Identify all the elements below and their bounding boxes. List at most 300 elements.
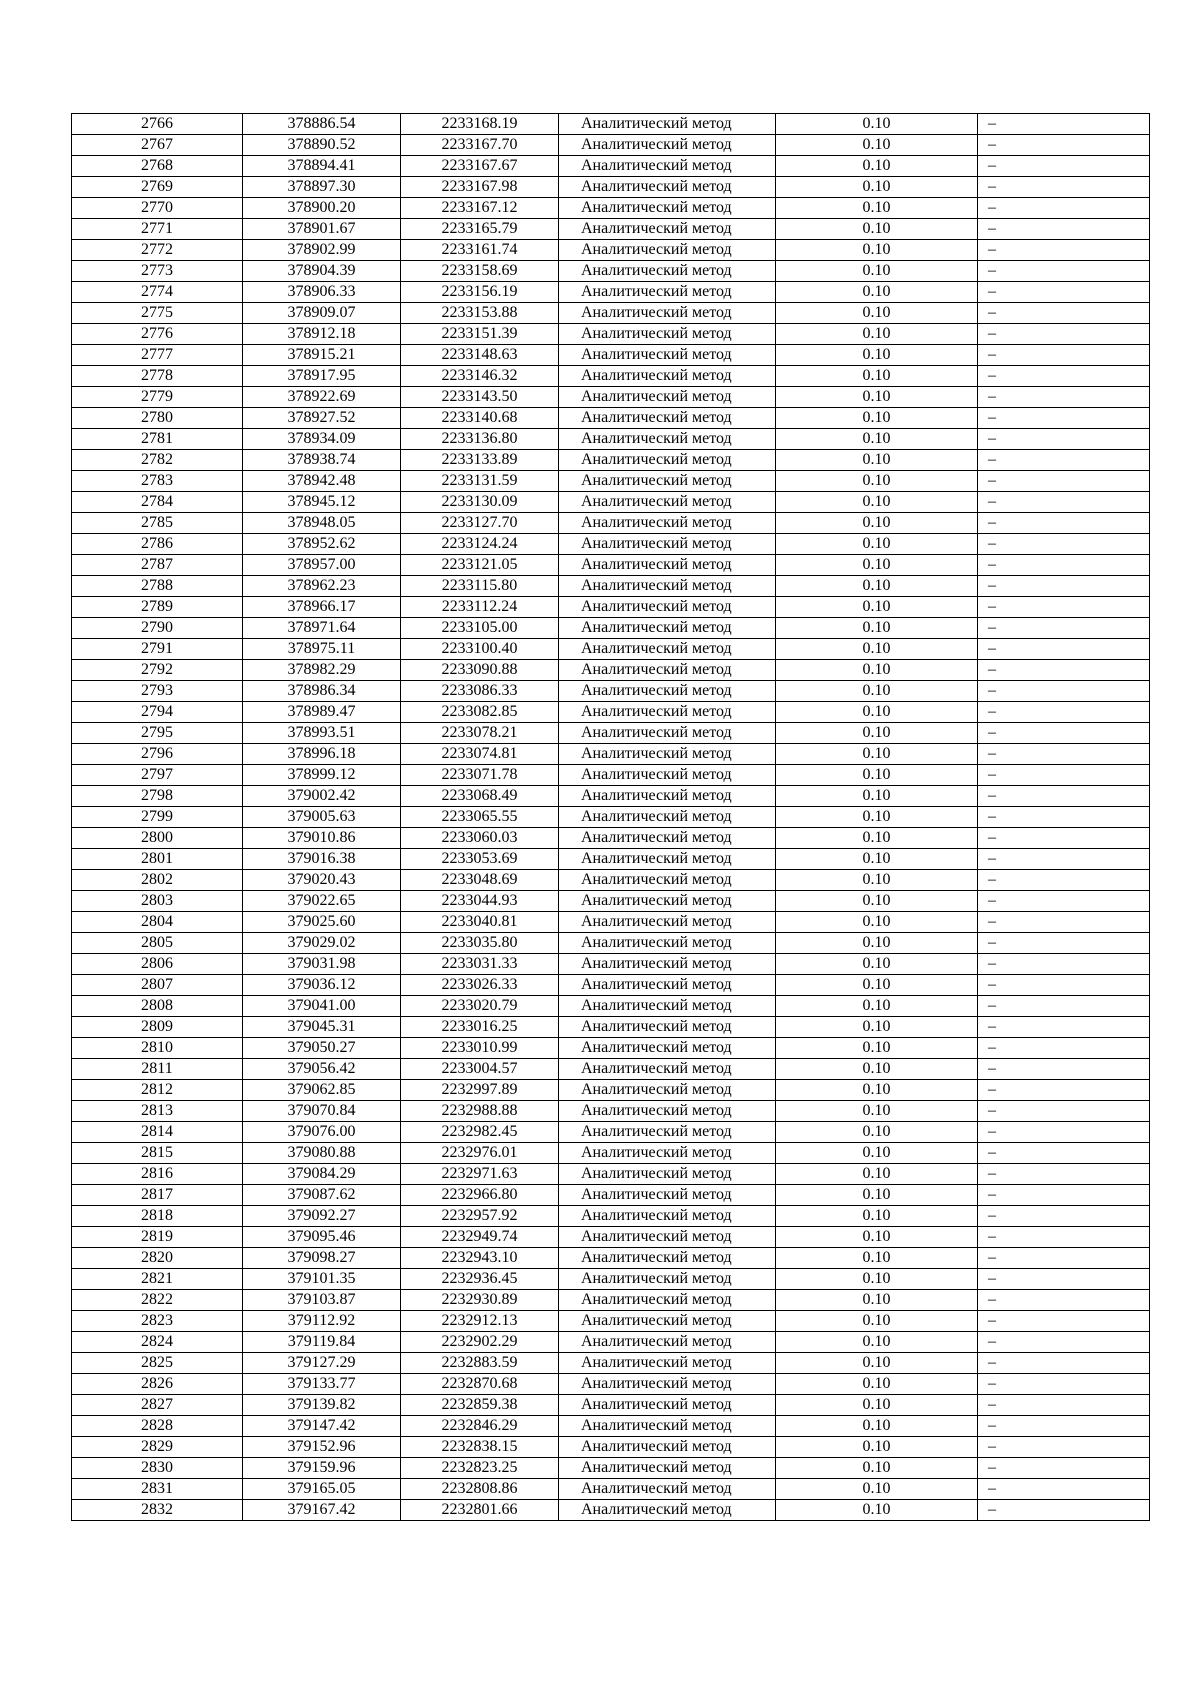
table-row [72,1269,1150,1290]
accuracy-cell: 0.10 [776,1038,978,1059]
x-coordinate-cell: 378957.00 [243,555,401,576]
x-coordinate-cell: 378989.47 [243,702,401,723]
table-row [72,177,1150,198]
table-row [72,450,1150,471]
method-cell: Аналитический метод [559,702,776,723]
y-coordinate-cell: 2233020.79 [401,996,559,1017]
point-number-cell: 2771 [72,219,243,240]
note-cell: – [978,1122,1150,1143]
y-coordinate-cell: 2233090.88 [401,660,559,681]
x-coordinate-cell: 378948.05 [243,513,401,534]
method-cell: Аналитический метод [559,1395,776,1416]
x-coordinate-cell: 379041.00 [243,996,401,1017]
point-number-cell: 2782 [72,450,243,471]
note-cell: – [978,429,1150,450]
method-cell: Аналитический метод [559,849,776,870]
y-coordinate-cell: 2232859.38 [401,1395,559,1416]
y-coordinate-cell: 2232988.88 [401,1101,559,1122]
method-cell: Аналитический метод [559,471,776,492]
accuracy-cell: 0.10 [776,555,978,576]
x-coordinate-cell: 378942.48 [243,471,401,492]
note-cell: – [978,891,1150,912]
x-coordinate-cell: 379045.31 [243,1017,401,1038]
point-number-cell: 2788 [72,576,243,597]
table-row [72,786,1150,807]
note-cell: – [978,1227,1150,1248]
table-row [72,660,1150,681]
table-row [72,1458,1150,1479]
accuracy-cell: 0.10 [776,1101,978,1122]
table-row [72,534,1150,555]
table-row [72,1080,1150,1101]
table-row [72,1395,1150,1416]
method-cell: Аналитический метод [559,1038,776,1059]
accuracy-cell: 0.10 [776,1416,978,1437]
note-cell: – [978,1374,1150,1395]
table-row [72,303,1150,324]
note-cell: – [978,240,1150,261]
note-cell: – [978,1353,1150,1374]
x-coordinate-cell: 379016.38 [243,849,401,870]
accuracy-cell: 0.10 [776,240,978,261]
note-cell: – [978,1416,1150,1437]
table-row [72,324,1150,345]
method-cell: Аналитический метод [559,1353,776,1374]
point-number-cell: 2812 [72,1080,243,1101]
point-number-cell: 2778 [72,366,243,387]
method-cell: Аналитический метод [559,282,776,303]
method-cell: Аналитический метод [559,450,776,471]
note-cell: – [978,1080,1150,1101]
point-number-cell: 2806 [72,954,243,975]
method-cell: Аналитический метод [559,156,776,177]
method-cell: Аналитический метод [559,492,776,513]
y-coordinate-cell: 2233167.12 [401,198,559,219]
table-row [72,1101,1150,1122]
point-number-cell: 2808 [72,996,243,1017]
method-cell: Аналитический метод [559,1269,776,1290]
note-cell: – [978,492,1150,513]
accuracy-cell: 0.10 [776,114,978,135]
method-cell: Аналитический метод [559,996,776,1017]
accuracy-cell: 0.10 [776,975,978,996]
y-coordinate-cell: 2233071.78 [401,765,559,786]
point-number-cell: 2779 [72,387,243,408]
note-cell: – [978,702,1150,723]
accuracy-cell: 0.10 [776,387,978,408]
accuracy-cell: 0.10 [776,261,978,282]
table-row [72,429,1150,450]
method-cell: Аналитический метод [559,1290,776,1311]
table-row [72,1500,1150,1521]
note-cell: – [978,1311,1150,1332]
note-cell: – [978,303,1150,324]
method-cell: Аналитический метод [559,1311,776,1332]
x-coordinate-cell: 379062.85 [243,1080,401,1101]
y-coordinate-cell: 2233082.85 [401,702,559,723]
x-coordinate-cell: 378993.51 [243,723,401,744]
point-number-cell: 2768 [72,156,243,177]
x-coordinate-cell: 378922.69 [243,387,401,408]
method-cell: Аналитический метод [559,198,776,219]
note-cell: – [978,366,1150,387]
table-row [72,282,1150,303]
y-coordinate-cell: 2233053.69 [401,849,559,870]
method-cell: Аналитический метод [559,597,776,618]
method-cell: Аналитический метод [559,765,776,786]
x-coordinate-cell: 379095.46 [243,1227,401,1248]
y-coordinate-cell: 2233167.70 [401,135,559,156]
accuracy-cell: 0.10 [776,996,978,1017]
method-cell: Аналитический метод [559,1206,776,1227]
y-coordinate-cell: 2233156.19 [401,282,559,303]
y-coordinate-cell: 2233040.81 [401,912,559,933]
note-cell: – [978,576,1150,597]
y-coordinate-cell: 2232823.25 [401,1458,559,1479]
table-row [72,996,1150,1017]
point-number-cell: 2790 [72,618,243,639]
x-coordinate-cell: 378966.17 [243,597,401,618]
point-number-cell: 2770 [72,198,243,219]
accuracy-cell: 0.10 [776,534,978,555]
x-coordinate-cell: 379080.88 [243,1143,401,1164]
accuracy-cell: 0.10 [776,1269,978,1290]
accuracy-cell: 0.10 [776,1353,978,1374]
accuracy-cell: 0.10 [776,744,978,765]
y-coordinate-cell: 2233167.98 [401,177,559,198]
accuracy-cell: 0.10 [776,345,978,366]
y-coordinate-cell: 2233143.50 [401,387,559,408]
accuracy-cell: 0.10 [776,870,978,891]
accuracy-cell: 0.10 [776,282,978,303]
x-coordinate-cell: 379005.63 [243,807,401,828]
table-row [72,1017,1150,1038]
table-row [72,828,1150,849]
point-number-cell: 2800 [72,828,243,849]
note-cell: – [978,912,1150,933]
accuracy-cell: 0.10 [776,450,978,471]
x-coordinate-cell: 378962.23 [243,576,401,597]
point-number-cell: 2786 [72,534,243,555]
x-coordinate-cell: 378975.11 [243,639,401,660]
x-coordinate-cell: 379167.42 [243,1500,401,1521]
accuracy-cell: 0.10 [776,723,978,744]
note-cell: – [978,1395,1150,1416]
accuracy-cell: 0.10 [776,219,978,240]
note-cell: – [978,1164,1150,1185]
y-coordinate-cell: 2233078.21 [401,723,559,744]
method-cell: Аналитический метод [559,534,776,555]
x-coordinate-cell: 378909.07 [243,303,401,324]
note-cell: – [978,660,1150,681]
y-coordinate-cell: 2233136.80 [401,429,559,450]
method-cell: Аналитический метод [559,723,776,744]
y-coordinate-cell: 2233130.09 [401,492,559,513]
table-row [72,618,1150,639]
note-cell: – [978,870,1150,891]
note-cell: – [978,1143,1150,1164]
table-row [72,471,1150,492]
note-cell: – [978,219,1150,240]
accuracy-cell: 0.10 [776,1248,978,1269]
note-cell: – [978,177,1150,198]
note-cell: – [978,723,1150,744]
accuracy-cell: 0.10 [776,1227,978,1248]
note-cell: – [978,954,1150,975]
table-row [72,954,1150,975]
accuracy-cell: 0.10 [776,1311,978,1332]
x-coordinate-cell: 378897.30 [243,177,401,198]
table-row [72,1479,1150,1500]
x-coordinate-cell: 379165.05 [243,1479,401,1500]
accuracy-cell: 0.10 [776,177,978,198]
x-coordinate-cell: 379152.96 [243,1437,401,1458]
point-number-cell: 2789 [72,597,243,618]
point-number-cell: 2776 [72,324,243,345]
table-row [72,912,1150,933]
note-cell: – [978,807,1150,828]
table-row [72,408,1150,429]
table-row [72,1248,1150,1269]
point-number-cell: 2793 [72,681,243,702]
note-cell: – [978,996,1150,1017]
point-number-cell: 2769 [72,177,243,198]
point-number-cell: 2796 [72,744,243,765]
table-row [72,807,1150,828]
accuracy-cell: 0.10 [776,576,978,597]
y-coordinate-cell: 2233167.67 [401,156,559,177]
accuracy-cell: 0.10 [776,1143,978,1164]
point-number-cell: 2794 [72,702,243,723]
y-coordinate-cell: 2233168.19 [401,114,559,135]
point-number-cell: 2804 [72,912,243,933]
y-coordinate-cell: 2233112.24 [401,597,559,618]
x-coordinate-cell: 378934.09 [243,429,401,450]
y-coordinate-cell: 2232846.29 [401,1416,559,1437]
note-cell: – [978,1248,1150,1269]
y-coordinate-cell: 2233074.81 [401,744,559,765]
method-cell: Аналитический метод [559,177,776,198]
x-coordinate-cell: 379147.42 [243,1416,401,1437]
x-coordinate-cell: 378996.18 [243,744,401,765]
note-cell: – [978,1458,1150,1479]
table-row [72,492,1150,513]
x-coordinate-cell: 378890.52 [243,135,401,156]
method-cell: Аналитический метод [559,1227,776,1248]
table-row [72,1311,1150,1332]
table-row [72,1038,1150,1059]
x-coordinate-cell: 379050.27 [243,1038,401,1059]
method-cell: Аналитический метод [559,240,776,261]
y-coordinate-cell: 2232801.66 [401,1500,559,1521]
x-coordinate-cell: 378952.62 [243,534,401,555]
y-coordinate-cell: 2232982.45 [401,1122,559,1143]
method-cell: Аналитический метод [559,366,776,387]
accuracy-cell: 0.10 [776,1017,978,1038]
table-row [72,891,1150,912]
table-row [72,1185,1150,1206]
table-row [72,1290,1150,1311]
y-coordinate-cell: 2233065.55 [401,807,559,828]
accuracy-cell: 0.10 [776,597,978,618]
point-number-cell: 2798 [72,786,243,807]
y-coordinate-cell: 2233158.69 [401,261,559,282]
y-coordinate-cell: 2232902.29 [401,1332,559,1353]
note-cell: – [978,408,1150,429]
point-number-cell: 2824 [72,1332,243,1353]
y-coordinate-cell: 2232808.86 [401,1479,559,1500]
point-number-cell: 2815 [72,1143,243,1164]
accuracy-cell: 0.10 [776,618,978,639]
note-cell: – [978,198,1150,219]
note-cell: – [978,1101,1150,1122]
table-row [72,1143,1150,1164]
note-cell: – [978,1332,1150,1353]
note-cell: – [978,1269,1150,1290]
method-cell: Аналитический метод [559,387,776,408]
point-number-cell: 2817 [72,1185,243,1206]
y-coordinate-cell: 2233153.88 [401,303,559,324]
accuracy-cell: 0.10 [776,1206,978,1227]
note-cell: – [978,933,1150,954]
x-coordinate-cell: 379036.12 [243,975,401,996]
accuracy-cell: 0.10 [776,366,978,387]
y-coordinate-cell: 2232838.15 [401,1437,559,1458]
table-row [72,1437,1150,1458]
method-cell: Аналитический метод [559,345,776,366]
point-number-cell: 2809 [72,1017,243,1038]
method-cell: Аналитический метод [559,1122,776,1143]
table-row [72,345,1150,366]
x-coordinate-cell: 379029.02 [243,933,401,954]
table-row [72,240,1150,261]
method-cell: Аналитический метод [559,303,776,324]
method-cell: Аналитический метод [559,324,776,345]
note-cell: – [978,1059,1150,1080]
method-cell: Аналитический метод [559,828,776,849]
x-coordinate-cell: 379101.35 [243,1269,401,1290]
table-row [72,366,1150,387]
accuracy-cell: 0.10 [776,408,978,429]
x-coordinate-cell: 379139.82 [243,1395,401,1416]
note-cell: – [978,282,1150,303]
method-cell: Аналитический метод [559,618,776,639]
point-number-cell: 2831 [72,1479,243,1500]
method-cell: Аналитический метод [559,744,776,765]
y-coordinate-cell: 2232949.74 [401,1227,559,1248]
x-coordinate-cell: 378971.64 [243,618,401,639]
accuracy-cell: 0.10 [776,492,978,513]
table-row [72,744,1150,765]
x-coordinate-cell: 378915.21 [243,345,401,366]
point-number-cell: 2791 [72,639,243,660]
y-coordinate-cell: 2233031.33 [401,954,559,975]
y-coordinate-cell: 2233124.24 [401,534,559,555]
x-coordinate-cell: 379119.84 [243,1332,401,1353]
x-coordinate-cell: 378986.34 [243,681,401,702]
method-cell: Аналитический метод [559,807,776,828]
y-coordinate-cell: 2233140.68 [401,408,559,429]
table-row [72,387,1150,408]
table-row [72,1122,1150,1143]
table-row [72,219,1150,240]
y-coordinate-cell: 2233133.89 [401,450,559,471]
table-row [72,933,1150,954]
x-coordinate-cell: 379112.92 [243,1311,401,1332]
method-cell: Аналитический метод [559,1500,776,1521]
note-cell: – [978,555,1150,576]
note-cell: – [978,1479,1150,1500]
accuracy-cell: 0.10 [776,303,978,324]
method-cell: Аналитический метод [559,1374,776,1395]
point-number-cell: 2830 [72,1458,243,1479]
method-cell: Аналитический метод [559,660,776,681]
x-coordinate-cell: 378945.12 [243,492,401,513]
method-cell: Аналитический метод [559,1437,776,1458]
point-number-cell: 2774 [72,282,243,303]
point-number-cell: 2772 [72,240,243,261]
accuracy-cell: 0.10 [776,912,978,933]
point-number-cell: 2805 [72,933,243,954]
note-cell: – [978,1206,1150,1227]
accuracy-cell: 0.10 [776,1122,978,1143]
table-row [72,1206,1150,1227]
accuracy-cell: 0.10 [776,1164,978,1185]
x-coordinate-cell: 379010.86 [243,828,401,849]
x-coordinate-cell: 379056.42 [243,1059,401,1080]
point-number-cell: 2773 [72,261,243,282]
table-row [72,156,1150,177]
point-number-cell: 2825 [72,1353,243,1374]
y-coordinate-cell: 2232870.68 [401,1374,559,1395]
x-coordinate-cell: 379022.65 [243,891,401,912]
point-number-cell: 2816 [72,1164,243,1185]
y-coordinate-cell: 2232971.63 [401,1164,559,1185]
table-row [72,681,1150,702]
y-coordinate-cell: 2233151.39 [401,324,559,345]
note-cell: – [978,471,1150,492]
point-number-cell: 2785 [72,513,243,534]
accuracy-cell: 0.10 [776,933,978,954]
point-number-cell: 2780 [72,408,243,429]
method-cell: Аналитический метод [559,1080,776,1101]
x-coordinate-cell: 378938.74 [243,450,401,471]
accuracy-cell: 0.10 [776,1290,978,1311]
point-number-cell: 2822 [72,1290,243,1311]
note-cell: – [978,765,1150,786]
method-cell: Аналитический метод [559,954,776,975]
note-cell: – [978,975,1150,996]
x-coordinate-cell: 379087.62 [243,1185,401,1206]
x-coordinate-cell: 379025.60 [243,912,401,933]
method-cell: Аналитический метод [559,681,776,702]
point-number-cell: 2783 [72,471,243,492]
x-coordinate-cell: 378917.95 [243,366,401,387]
x-coordinate-cell: 379098.27 [243,1248,401,1269]
note-cell: – [978,618,1150,639]
accuracy-cell: 0.10 [776,681,978,702]
note-cell: – [978,681,1150,702]
table-row [72,555,1150,576]
point-number-cell: 2818 [72,1206,243,1227]
y-coordinate-cell: 2233100.40 [401,639,559,660]
point-number-cell: 2807 [72,975,243,996]
point-number-cell: 2814 [72,1122,243,1143]
x-coordinate-cell: 378901.67 [243,219,401,240]
table-row [72,1059,1150,1080]
y-coordinate-cell: 2233044.93 [401,891,559,912]
note-cell: – [978,1038,1150,1059]
